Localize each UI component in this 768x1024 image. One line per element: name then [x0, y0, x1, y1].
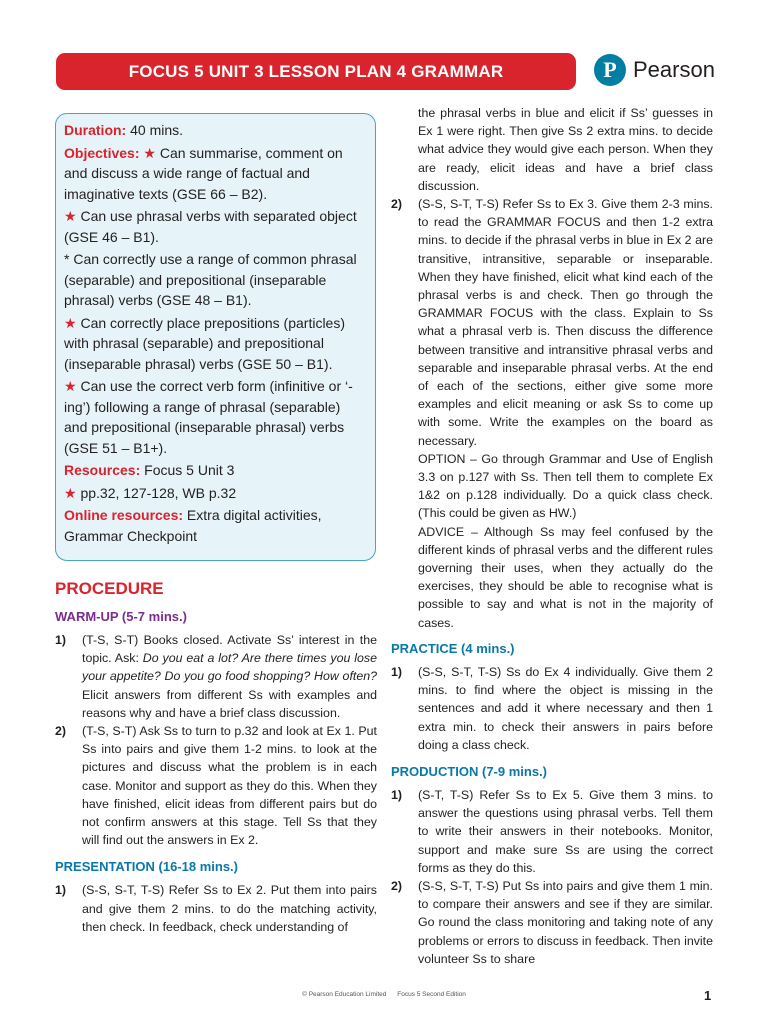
- warmup-step-1: 1) (T-S, S-T) Books closed. Activate Ss’ interest in the topic. Ask: Do you eat a lot? Are there times you lose your appetite? Do you go food shopping? How often? Elicit answers from different Ss with examples and reasons why and have a brief class discussion.: [55, 633, 377, 720]
- copyright: © Pearson Education Limited: [302, 991, 387, 998]
- lesson-title-banner: FOCUS 5 UNIT 3 LESSON PLAN 4 GRAMMAR: [56, 53, 576, 90]
- presentation-step-1: 1) (S-S, S-T, T-S) Refer Ss to Ex 2. Put them into pairs and give them 2 mins. to do the matching activity, then check. In feedback, check understanding of: [55, 883, 377, 934]
- procedure-heading: PROCEDURE: [55, 579, 164, 598]
- production-step-1: 1) (S-T, T-S) Refer Ss to Ex 5. Give them 3 mins. to answer the questions using phrasal verbs. Tell them to write their answers in their notebooks. Monitor, support and make sure Ss are using the correct forms as they do this.: [391, 787, 713, 875]
- page-number: 1: [704, 988, 712, 1003]
- pearson-logo-icon: P: [594, 54, 626, 86]
- objective-1: Objectives: ★ Can summarise, comment on and discuss a wide range of factual and imaginative texts (GSE 66 – B2).: [64, 144, 343, 202]
- production-heading: PRODUCTION (7-9 mins.): [391, 763, 548, 779]
- presentation-step-1-continued: the phrasal verbs in blue and elicit if Ss’ guesses in Ex 1 were right. Then give Ss 2 extra mins. to decide what advice they would give each person. When they are ready, elicit ideas and have a brief class discussion.: [418, 106, 713, 193]
- option-note: OPTION – Go through Grammar and Use of English 3.3 on p.127 with Ss. Then tell them to complete Ex 1&2 on p.128 individually. Do a quick class check. (This could be given as HW.): [418, 451, 713, 521]
- star-icon: ★: [64, 378, 77, 394]
- objective-5: ★ Can use the correct verb form (infinitive or ‘-ing’) following a range of phrasal (separable) and prepositional (inseparable phrasal) verbs (GSE 51 – B1+).: [64, 378, 353, 456]
- footer: [0, 991, 768, 998]
- right-column: [391, 104, 713, 968]
- presentation-heading: PRESENTATION (16-18 mins.): [55, 859, 238, 875]
- star-icon: ★: [64, 208, 77, 224]
- resources: Resources: Focus 5 Unit 3: [64, 462, 235, 478]
- star-icon: ★: [143, 144, 156, 161]
- resources-pages: ★ pp.32, 127-128, WB p.32: [64, 484, 237, 501]
- practice-step-1: 1) (S-S, S-T, T-S) Ss do Ex 4 individually. Give them 2 mins. to find where the object is missing in the sentences and add it where necessary and then 1 extra min. to check their answers in pairs before doing a class check.: [391, 664, 713, 752]
- online-resources: Online resources: Extra digital activities, Grammar Checkpoint: [64, 507, 322, 544]
- star-icon: ★: [64, 314, 77, 331]
- left-column-procedure: [55, 578, 377, 936]
- advice-note: ADVICE – Although Ss may feel confused by the different kinds of phrasal verbs and the different rules governing their uses, when they actually do the exercises, they should be able to recognise what is possible to say and what is not in the majority of cases.: [418, 524, 713, 630]
- duration: Duration: 40 mins.: [64, 122, 184, 138]
- edition: Focus 5 Second Edition: [397, 991, 466, 998]
- pearson-logo: [594, 52, 715, 88]
- objective-3: * Can correctly use a range of common phrasal (separable) and prepositional (inseparable phrasal) verbs (GSE 48 – B1).: [64, 251, 357, 308]
- practice-heading: PRACTICE (4 mins.): [391, 640, 515, 656]
- warmup-step-2: 2) (T-S, S-T) Ask Ss to turn to p.32 and look at Ex 1. Put Ss into pairs and give them 1-2 mins. to look at the pictures and discuss what the problem is in each case. Monitor and support as they do this. When they have finished, elicit ideas from different pairs but do not confirm answers at this stage. Tell Ss that they will find out the answers in Ex 2.: [55, 724, 377, 848]
- star-icon: ★: [64, 484, 77, 501]
- pearson-logo-text: Pearson: [633, 57, 715, 82]
- production-step-2: 2) (S-S, S-T, T-S) Put Ss into pairs and give them 1 min. to compare their answers and see if they are similar. Go round the class monitoring and taking note of any problems or errors to discuss in feedback. Then invite volunteer Ss to share: [391, 878, 713, 966]
- presentation-step-2: 2) (S-S, S-T, T-S) Refer Ss to Ex 3. Give them 2-3 mins. to read the GRAMMAR FOCUS and then 1-2 extra mins. to decide if the phrasal verbs in blue in Ex 2 are transitive, intransitive, separable or inseparable. When they have finished, elicit what kind each of the phrasal verbs is and check. Then go through the GRAMMAR FOCUS with the class. Explain to Ss what a phrasal verb is. Then discuss the difference between transitive and intransitive phrasal verbs and separable and inseparable phrasal verbs. At the end of each of the sections, either give some more examples and elicit meaning or ask Ss to come up with some. Write the examples on the board as necessary.: [391, 197, 713, 448]
- objective-2: ★ Can use phrasal verbs with separated object (GSE 46 – B1).: [64, 208, 357, 245]
- warmup-heading: WARM-UP (5-7 mins.): [55, 609, 187, 624]
- objective-4: ★ Can correctly place prepositions (particles) with phrasal (separable) and prepositional (inseparable phrasal) verbs (GSE 50 – B1).: [64, 314, 346, 372]
- lesson-info-box: [55, 113, 376, 561]
